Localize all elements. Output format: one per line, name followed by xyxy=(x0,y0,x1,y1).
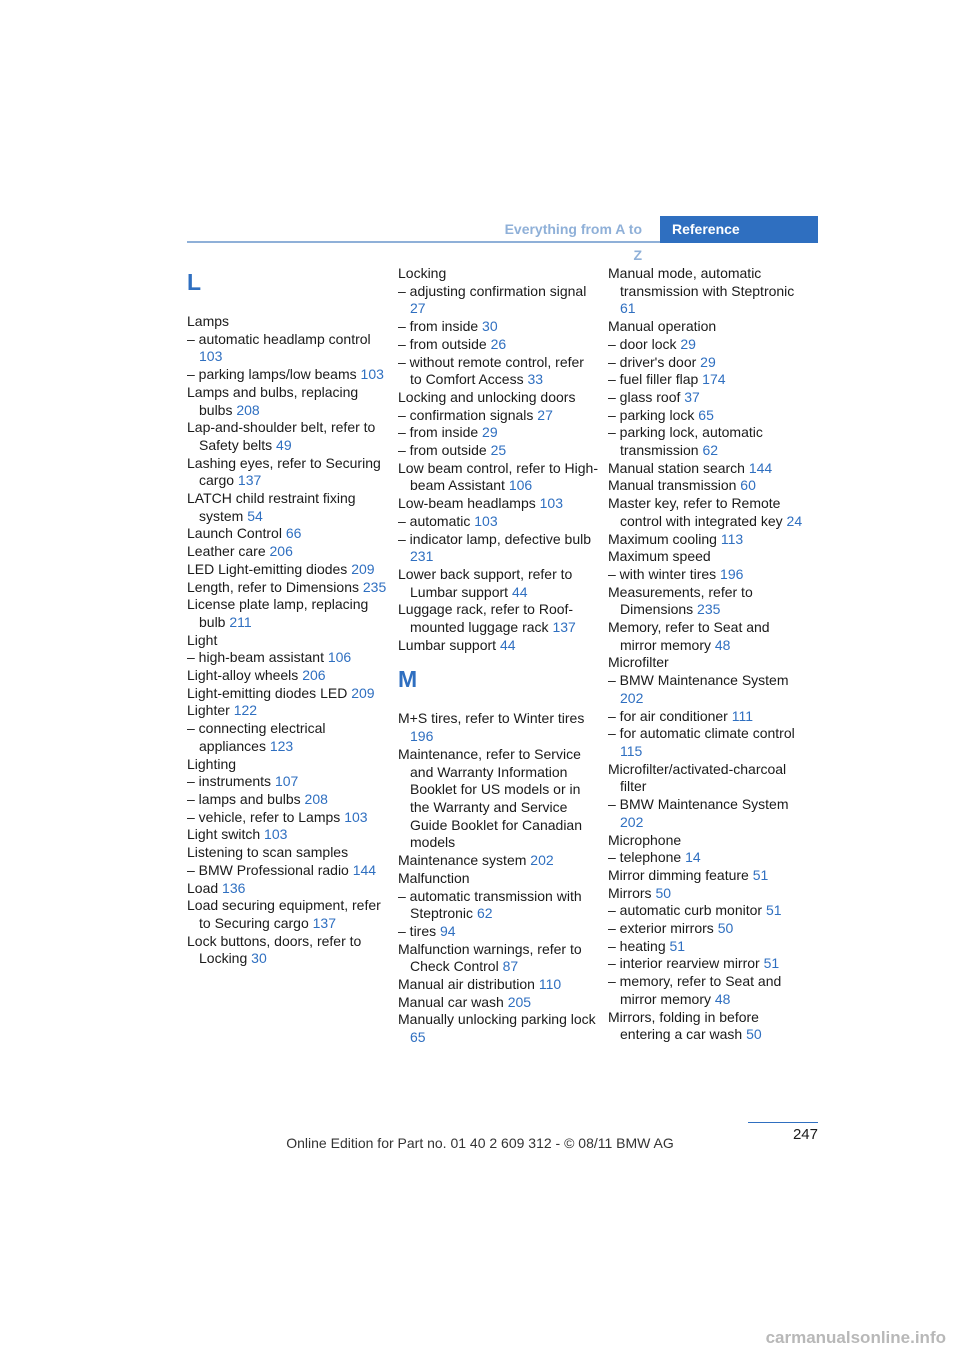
index-entry-text: – with winter tires xyxy=(608,565,717,582)
index-entry xyxy=(608,672,808,707)
index-entry xyxy=(398,283,598,318)
index-entry xyxy=(187,791,387,809)
page-reference-link[interactable]: 205 xyxy=(507,993,532,1010)
page-reference-link[interactable]: 27 xyxy=(410,300,426,317)
page-reference-link[interactable]: 50 xyxy=(746,1026,762,1043)
page-reference-link[interactable]: 144 xyxy=(748,459,773,476)
index-entry xyxy=(187,720,387,755)
index-entry xyxy=(608,885,808,903)
page-reference-link[interactable]: 144 xyxy=(352,861,377,878)
index-entry xyxy=(398,318,598,336)
index-entry-text: Manual car wash xyxy=(398,993,504,1010)
index-entry xyxy=(398,495,598,513)
index-entry xyxy=(398,424,598,442)
page-reference-link[interactable]: 202 xyxy=(620,689,644,706)
page-reference-link[interactable]: 202 xyxy=(530,852,554,869)
index-entry xyxy=(608,1009,808,1044)
index-entry xyxy=(608,761,808,796)
index-entry xyxy=(187,844,387,862)
page-reference-link[interactable]: 24 xyxy=(786,512,803,529)
index-entry-text: – telephone xyxy=(608,849,682,866)
index-entry-text: Lighting xyxy=(187,755,237,772)
index-entry xyxy=(608,955,808,973)
index-entry-text: Light-emitting diodes LED xyxy=(187,684,348,701)
index-entry-text: Low-beam headlamps xyxy=(398,495,536,512)
page-reference-link[interactable]: 14 xyxy=(685,849,701,866)
index-entry xyxy=(398,407,598,425)
index-entry xyxy=(398,566,598,601)
index-entry xyxy=(608,796,808,831)
index-entry xyxy=(398,601,598,636)
index-entry xyxy=(187,667,387,685)
index-entry-text: Listening to scan samples xyxy=(187,844,349,861)
page-reference-link[interactable]: 103 xyxy=(344,808,368,825)
index-entry xyxy=(398,354,598,389)
index-entry-text: – connecting electrical appliances xyxy=(187,720,326,754)
index-entry xyxy=(398,870,598,888)
index-entry-text: Launch Control xyxy=(187,525,282,542)
index-entry xyxy=(187,455,387,490)
index-entry-text: Manual air distribution xyxy=(398,976,535,993)
page-reference-link[interactable]: 65 xyxy=(698,406,714,423)
page-reference-link[interactable]: 107 xyxy=(274,773,299,790)
page-reference-link[interactable]: 196 xyxy=(410,728,434,745)
index-entry xyxy=(608,477,808,495)
index-entry xyxy=(398,637,598,655)
index-entry xyxy=(608,265,808,318)
index-entry-text: – driver's door xyxy=(608,353,697,370)
page-reference-link[interactable]: 209 xyxy=(351,684,375,701)
index-entry-text: Lap-and-shoulder belt, refer to Safety belts xyxy=(187,419,376,453)
index-entry-text: Lower back support, refer to Lumbar support xyxy=(398,565,573,600)
page-reference-link[interactable]: 110 xyxy=(538,976,562,993)
index-entry-text: – instruments xyxy=(187,773,272,790)
page-reference-link[interactable]: 94 xyxy=(440,922,456,939)
page-reference-link[interactable]: 30 xyxy=(482,318,498,335)
page-reference-link[interactable]: 27 xyxy=(537,406,553,423)
index-entry xyxy=(398,710,598,745)
page-reference-link[interactable]: 235 xyxy=(362,578,387,595)
page-reference-link[interactable]: 48 xyxy=(714,990,731,1007)
page-reference-link[interactable]: 62 xyxy=(702,442,719,459)
page-reference-link[interactable]: 51 xyxy=(752,866,769,883)
page-reference-link[interactable]: 202 xyxy=(620,813,644,830)
index-entry xyxy=(398,852,598,870)
index-entry xyxy=(608,495,808,530)
index-entry-text: M+S tires, refer to Winter tires xyxy=(398,710,585,727)
index-entry-text: – parking lock, automatic transmission xyxy=(608,424,763,459)
index-entry-text: Memory, refer to Seat and mirror memory xyxy=(608,619,770,653)
index-entry-text: – memory, refer to Seat and mirror memory xyxy=(608,973,782,1007)
index-entry-text: – from outside xyxy=(398,442,487,459)
index-entry xyxy=(398,389,598,407)
index-entry xyxy=(608,654,808,672)
index-entry xyxy=(608,354,808,372)
index-entry xyxy=(187,384,387,419)
index-entry-text: Mirrors, folding in before entering a car wash xyxy=(608,1008,759,1043)
page-reference-link[interactable]: 50 xyxy=(717,920,734,937)
index-entry xyxy=(187,756,387,774)
page-reference-link[interactable]: 106 xyxy=(327,649,352,666)
page-reference-link[interactable]: 29 xyxy=(700,353,716,370)
index-column-1 xyxy=(187,265,387,968)
index-letter-heading: M xyxy=(398,666,418,693)
index-entry-text: Manual station search xyxy=(608,459,745,476)
page-reference-link[interactable]: 51 xyxy=(763,955,780,972)
page-reference-link[interactable]: 30 xyxy=(251,950,267,967)
page-reference-link[interactable]: 29 xyxy=(680,335,696,352)
index-entry xyxy=(187,313,387,331)
index-entry-text: – parking lock xyxy=(608,406,695,423)
page-reference-link[interactable]: 26 xyxy=(490,335,507,352)
index-entry-text: Maintenance system xyxy=(398,852,527,869)
page-reference-link[interactable]: 44 xyxy=(499,636,516,653)
index-entry xyxy=(187,525,387,543)
index-entry-text: Mirror dimming feature xyxy=(608,866,749,883)
index-column-2 xyxy=(398,265,598,1047)
page-reference-link[interactable]: 103 xyxy=(539,495,563,512)
index-entry-text: Maintenance, refer to Service and Warranty Information Booklet for US models or in the Warranty and Service Guide Booklet for Canadian models xyxy=(398,745,582,851)
page-reference-link[interactable]: 208 xyxy=(236,401,260,418)
index-entry xyxy=(398,746,598,852)
index-entry-text: Luggage rack, refer to Roof-mounted luggage rack xyxy=(398,601,574,636)
edition-footer: Online Edition for Part no. 01 40 2 609 312 - © 08/11 BMW AG xyxy=(286,1135,674,1151)
index-entry-text: License plate lamp, replacing bulb xyxy=(187,596,369,630)
page-reference-link[interactable]: 196 xyxy=(720,565,744,582)
page-reference-link[interactable]: 208 xyxy=(304,790,328,807)
index-entry-text: LATCH child restraint fixing system xyxy=(187,490,356,524)
page-reference-link[interactable]: 206 xyxy=(269,543,293,560)
index-entry xyxy=(608,318,808,336)
watermark: carmanualsonline.info xyxy=(765,1328,946,1347)
index-entry-text: – vehicle, refer to Lamps xyxy=(187,808,341,825)
index-entry-text: Microphone xyxy=(608,831,682,848)
page-reference-link[interactable]: 211 xyxy=(229,613,252,630)
index-entry-text: Load xyxy=(187,879,219,896)
index-entry-text: Manual mode, automatic transmission with Steptronic xyxy=(608,265,795,299)
index-entry-text: – automatic xyxy=(398,512,471,529)
index-entry-text: Light switch xyxy=(187,826,261,843)
index-entry-text: – high-beam assistant xyxy=(187,649,324,666)
index-entry xyxy=(608,548,808,566)
index-entry xyxy=(187,596,387,631)
index-entry-text: Locking and unlocking doors xyxy=(398,388,576,405)
index-entry-text: – without remote control, refer to Comfort Access xyxy=(398,353,584,388)
index-entry xyxy=(608,407,808,425)
page-reference-link[interactable]: 137 xyxy=(237,472,262,489)
page-reference-link[interactable]: 209 xyxy=(351,560,375,577)
section-title: Everything from A to Z xyxy=(504,221,642,263)
index-entry-text: Measurements, refer to Dimensions xyxy=(608,583,753,618)
page-reference-link[interactable]: 115 xyxy=(620,742,643,759)
page-reference-link[interactable]: 60 xyxy=(740,477,756,494)
index-entry xyxy=(608,424,808,459)
index-entry-text: Master key, refer to Remote control with integrated key xyxy=(608,495,783,529)
index-entry xyxy=(187,826,387,844)
index-entry xyxy=(187,419,387,454)
index-entry-text: Locking xyxy=(398,265,447,281)
index-entry-text: – BMW Maintenance System xyxy=(608,796,789,813)
section-tab-reference: Reference xyxy=(660,216,818,243)
index-entry-text: – BMW Professional radio xyxy=(187,861,349,878)
index-entry-text: Lighter xyxy=(187,702,230,719)
index-entry-text: Length, refer to Dimensions xyxy=(187,578,359,595)
index-entry-text: Malfunction xyxy=(398,869,470,886)
page-reference-link[interactable]: 235 xyxy=(697,601,721,618)
index-entry-text: – indicator lamp, defective bulb xyxy=(398,530,591,547)
index-entry-text: Malfunction warnings, refer to Check Control xyxy=(398,940,582,975)
page-reference-link[interactable]: 50 xyxy=(655,884,672,901)
index-entry xyxy=(608,584,808,619)
index-entry xyxy=(608,389,808,407)
index-entry xyxy=(398,888,598,923)
index-entry xyxy=(608,938,808,956)
index-entry xyxy=(187,933,387,968)
index-entry-text: Lock buttons, doors, refer to Locking xyxy=(187,932,362,967)
page-reference-link[interactable]: 111 xyxy=(731,707,754,724)
page-reference-link[interactable]: 49 xyxy=(276,436,292,453)
index-entry xyxy=(398,531,598,566)
page-reference-link[interactable]: 206 xyxy=(302,667,326,684)
index-entry-text: – tires xyxy=(398,922,437,939)
index-entry xyxy=(608,531,808,549)
index-entry-text: – for automatic climate control xyxy=(608,725,795,742)
index-entry-text: – fuel filler flap xyxy=(608,371,699,388)
index-entry xyxy=(398,923,598,941)
index-entry-text: Light xyxy=(187,631,218,648)
index-entry-text: – adjusting confirmation signal xyxy=(398,282,587,299)
page-reference-link[interactable]: 103 xyxy=(360,366,384,383)
page-reference-link[interactable]: 87 xyxy=(502,958,519,975)
index-entry-text: Light-alloy wheels xyxy=(187,667,299,684)
index-entry xyxy=(608,902,808,920)
index-entry xyxy=(187,543,387,561)
index-entry xyxy=(187,366,387,384)
page-reference-link[interactable]: 62 xyxy=(476,905,493,922)
index-entry xyxy=(398,336,598,354)
index-entry xyxy=(608,460,808,478)
index-entry xyxy=(187,862,387,880)
page-reference-link[interactable]: 103 xyxy=(474,512,498,529)
page-reference-link[interactable]: 103 xyxy=(199,348,223,365)
index-entry-text: – exterior mirrors xyxy=(608,920,714,937)
index-entry xyxy=(608,619,808,654)
index-letter-heading: L xyxy=(187,269,202,295)
index-entry-text: Leather care xyxy=(187,543,266,560)
index-entry-text: Maximum cooling xyxy=(608,530,717,547)
index-entry xyxy=(187,649,387,667)
page-reference-link[interactable]: 44 xyxy=(511,583,528,600)
page-reference-link[interactable]: 122 xyxy=(233,702,258,719)
index-entry xyxy=(608,566,808,584)
page-reference-link[interactable]: 51 xyxy=(669,937,686,954)
index-entry xyxy=(187,773,387,791)
index-entry-text: – automatic headlamp control xyxy=(187,330,371,347)
index-entry xyxy=(398,994,598,1012)
index-entry-text: – heating xyxy=(608,937,666,954)
index-entry-text: Manual transmission xyxy=(608,477,737,494)
page-reference-link[interactable]: 231 xyxy=(410,548,434,565)
index-entry-text: – from inside xyxy=(398,424,479,441)
page-reference-link[interactable]: 29 xyxy=(482,424,498,441)
index-entry xyxy=(398,513,598,531)
index-entry xyxy=(608,867,808,885)
index-entry xyxy=(608,708,808,726)
page-reference-link[interactable]: 65 xyxy=(410,1029,426,1046)
index-entry xyxy=(608,371,808,389)
index-entry-text: – glass roof xyxy=(608,388,681,405)
index-entry xyxy=(608,973,808,1008)
index-entry-text: Lashing eyes, refer to Securing cargo xyxy=(187,454,381,489)
index-entry xyxy=(187,561,387,579)
index-entry xyxy=(187,880,387,898)
page-number: 247 xyxy=(792,1126,818,1143)
page-reference-link[interactable]: 137 xyxy=(312,914,336,931)
index-column-3 xyxy=(608,265,808,1044)
index-entry-text: Mirrors xyxy=(608,884,652,901)
index-entry-text: – from outside xyxy=(398,335,487,352)
page-reference-link[interactable]: 103 xyxy=(264,826,288,843)
index-entry xyxy=(398,265,598,283)
index-entry xyxy=(608,832,808,850)
index-entry-text: LED Light-emitting diodes xyxy=(187,560,348,577)
page-reference-link[interactable]: 25 xyxy=(490,442,507,459)
page-reference-link[interactable]: 136 xyxy=(222,879,246,896)
index-entry xyxy=(398,1011,598,1046)
index-entry-text: Maximum speed xyxy=(608,548,711,565)
index-entry-text: Lumbar support xyxy=(398,636,497,653)
page-reference-link[interactable]: 54 xyxy=(247,507,263,524)
index-entry xyxy=(398,941,598,976)
index-entry xyxy=(187,490,387,525)
index-entry xyxy=(187,331,387,366)
page-reference-link[interactable]: 106 xyxy=(508,477,533,494)
index-entry-text: Microfilter xyxy=(608,654,669,671)
index-entry-text: Lamps and bulbs, replacing bulbs xyxy=(187,383,359,418)
page-reference-link[interactable]: 48 xyxy=(714,636,731,653)
index-entry xyxy=(608,725,808,760)
index-entry-text: Manual operation xyxy=(608,318,717,335)
index-entry xyxy=(608,336,808,354)
page-reference-link[interactable]: 37 xyxy=(684,388,700,405)
page-reference-link[interactable]: 33 xyxy=(527,371,544,388)
page-reference-link[interactable]: 66 xyxy=(285,525,302,542)
footer-rule xyxy=(748,1122,818,1123)
index-entry-text: – automatic curb monitor xyxy=(608,902,763,919)
index-entry-text: – BMW Maintenance System xyxy=(608,672,789,689)
index-entry xyxy=(608,920,808,938)
index-entry xyxy=(187,809,387,827)
page-reference-link[interactable]: 51 xyxy=(765,902,782,919)
page-reference-link[interactable]: 123 xyxy=(269,737,294,754)
index-entry xyxy=(187,579,387,597)
page-reference-link[interactable]: 137 xyxy=(552,619,576,636)
index-entry xyxy=(187,632,387,650)
index-entry-text: Low beam control, refer to High-beam Assistant xyxy=(398,459,598,494)
index-entry xyxy=(608,849,808,867)
index-entry-text: Lamps xyxy=(187,313,230,329)
index-entry xyxy=(187,897,387,932)
index-entry-text: – lamps and bulbs xyxy=(187,790,301,807)
index-entry xyxy=(187,702,387,720)
index-entry-text: – confirmation signals xyxy=(398,406,534,423)
index-entry xyxy=(398,442,598,460)
page-reference-link[interactable]: 61 xyxy=(620,300,636,317)
page-reference-link[interactable]: 174 xyxy=(702,371,726,388)
index-entry-text: – for air conditioner xyxy=(608,707,728,724)
index-entry-text: – interior rearview mirror xyxy=(608,955,760,972)
index-entry-text: – from inside xyxy=(398,318,479,335)
index-entry xyxy=(398,976,598,994)
index-entry xyxy=(398,460,598,495)
index-entry-text: – parking lamps/low beams xyxy=(187,366,357,383)
index-entry-text: – automatic transmission with Steptronic xyxy=(398,887,582,922)
page-reference-link[interactable]: 113 xyxy=(720,530,744,547)
index-entry-text: – door lock xyxy=(608,335,677,352)
index-entry-text: Load securing equipment, refer to Securing cargo xyxy=(187,897,381,931)
index-entry-text: Manually unlocking parking lock xyxy=(398,1011,596,1028)
index-entry xyxy=(187,685,387,703)
index-entry-text: Microfilter/activated-charcoal filter xyxy=(608,760,787,795)
